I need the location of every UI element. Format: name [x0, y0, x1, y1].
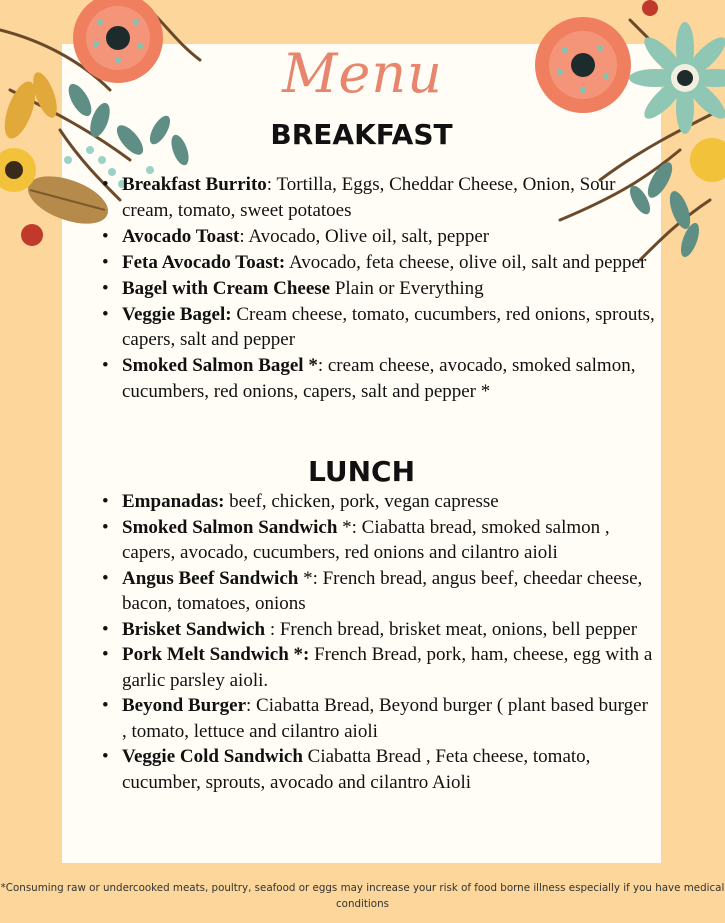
- list-item: • Empanadas: beef, chicken, pork, vegan capresse: [96, 489, 656, 515]
- list-item: • Smoked Salmon Sandwich *: Ciabatta bread, smoked salmon , capers, avocado, cucumbers, red onions and cilantro aioli: [96, 515, 656, 566]
- list-item: • Bagel with Cream Cheese Plain or Everything: [96, 276, 656, 302]
- list-item: • Feta Avocado Toast: Avocado, feta cheese, olive oil, salt and pepper: [96, 250, 656, 276]
- menu-title: Menu: [282, 42, 443, 105]
- food-safety-disclaimer: *Consuming raw or undercooked meats, poultry, seafood or eggs may increase your risk of food borne illness especially if you have medical conditions: [0, 882, 725, 910]
- list-item: • Veggie Cold Sandwich Ciabatta Bread , Feta cheese, tomato, cucumber, sprouts, avocado and cilantro Aioli: [96, 744, 656, 795]
- list-item: • Breakfast Burrito: Tortilla, Eggs, Cheddar Cheese, Onion, Sour cream, tomato, sweet potatoes: [96, 172, 656, 223]
- berry-icon: [21, 224, 43, 246]
- list-item: • Angus Beef Sandwich *: French bread, angus beef, cheedar cheese, bacon, tomatoes, onions: [96, 566, 656, 617]
- list-item: • Avocado Toast: Avocado, Olive oil, salt, pepper: [96, 224, 656, 250]
- breakfast-heading: BREAKFAST: [270, 118, 453, 151]
- lunch-list: [96, 489, 656, 795]
- list-item: • Brisket Sandwich : French bread, brisket meat, onions, bell pepper: [96, 617, 656, 643]
- list-item: • Veggie Bagel: Cream cheese, tomato, cucumbers, red onions, sprouts, capers, salt and pepper: [96, 302, 656, 353]
- berry-icon: [642, 0, 658, 16]
- lunch-heading: LUNCH: [308, 455, 415, 488]
- list-item: • Beyond Burger: Ciabatta Bread, Beyond burger ( plant based burger , tomato, lettuce and cilantro aioli: [96, 693, 656, 744]
- list-item: • Smoked Salmon Bagel *: cream cheese, avocado, smoked salmon, cucumbers, red onions, capers, salt and pepper *: [96, 353, 656, 404]
- breakfast-list: [96, 172, 656, 405]
- list-item: • Pork Melt Sandwich *: French Bread, pork, ham, cheese, egg with a garlic parsley aioli.: [96, 642, 656, 693]
